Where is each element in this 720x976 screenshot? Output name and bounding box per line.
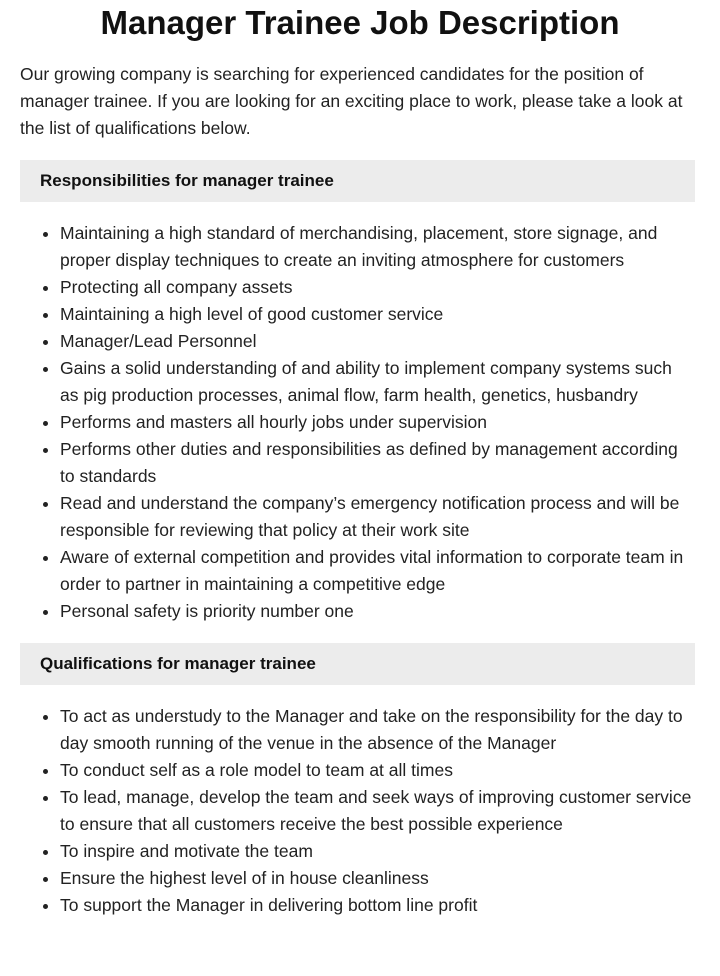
list-item: • To inspire and motivate the team — [60, 838, 695, 865]
list-item: • Read and understand the company’s emergency notification process and will be responsible for reviewing that policy at their work site — [60, 490, 695, 544]
list-item: • Ensure the highest level of in house cleanliness — [60, 865, 695, 892]
list-item: • To conduct self as a role model to team at all times — [60, 757, 695, 784]
list-item: • Personal safety is priority number one — [60, 598, 695, 625]
list-item: • To act as understudy to the Manager and take on the responsibility for the day to day smooth running of the venue in the absence of the Manager — [60, 703, 695, 757]
list-item: • Maintaining a high standard of merchandising, placement, store signage, and proper display techniques to create an inviting atmosphere for customers — [60, 220, 695, 274]
list-item: • Gains a solid understanding of and ability to implement company systems such as pig production processes, animal flow, farm health, genetics, husbandry — [60, 355, 695, 409]
section-list — [20, 703, 695, 919]
list-item: • Protecting all company assets — [60, 274, 695, 301]
section-heading: Qualifications for manager trainee — [20, 643, 695, 685]
list-item: • To lead, manage, develop the team and seek ways of improving customer service to ensure that all customers receive the best possible experience — [60, 784, 695, 838]
intro-text: Our growing company is searching for experienced candidates for the position of manager trainee. If you are looking for an exciting place to work, please take a look at the list of qualifications below. — [20, 64, 683, 138]
list-item: • Maintaining a high level of good customer service — [60, 301, 695, 328]
list-item: • Manager/Lead Personnel — [60, 328, 695, 355]
list-item: • Performs and masters all hourly jobs under supervision — [60, 409, 695, 436]
section-list — [20, 220, 695, 625]
section-heading: Responsibilities for manager trainee — [20, 160, 695, 202]
list-item: • To support the Manager in delivering bottom line profit — [60, 892, 695, 919]
list-item: • Aware of external competition and provides vital information to corporate team in order to partner in maintaining a competitive edge — [60, 544, 695, 598]
list-item: • Performs other duties and responsibilities as defined by management according to standards — [60, 436, 695, 490]
page-title: Manager Trainee Job Description — [100, 4, 620, 41]
